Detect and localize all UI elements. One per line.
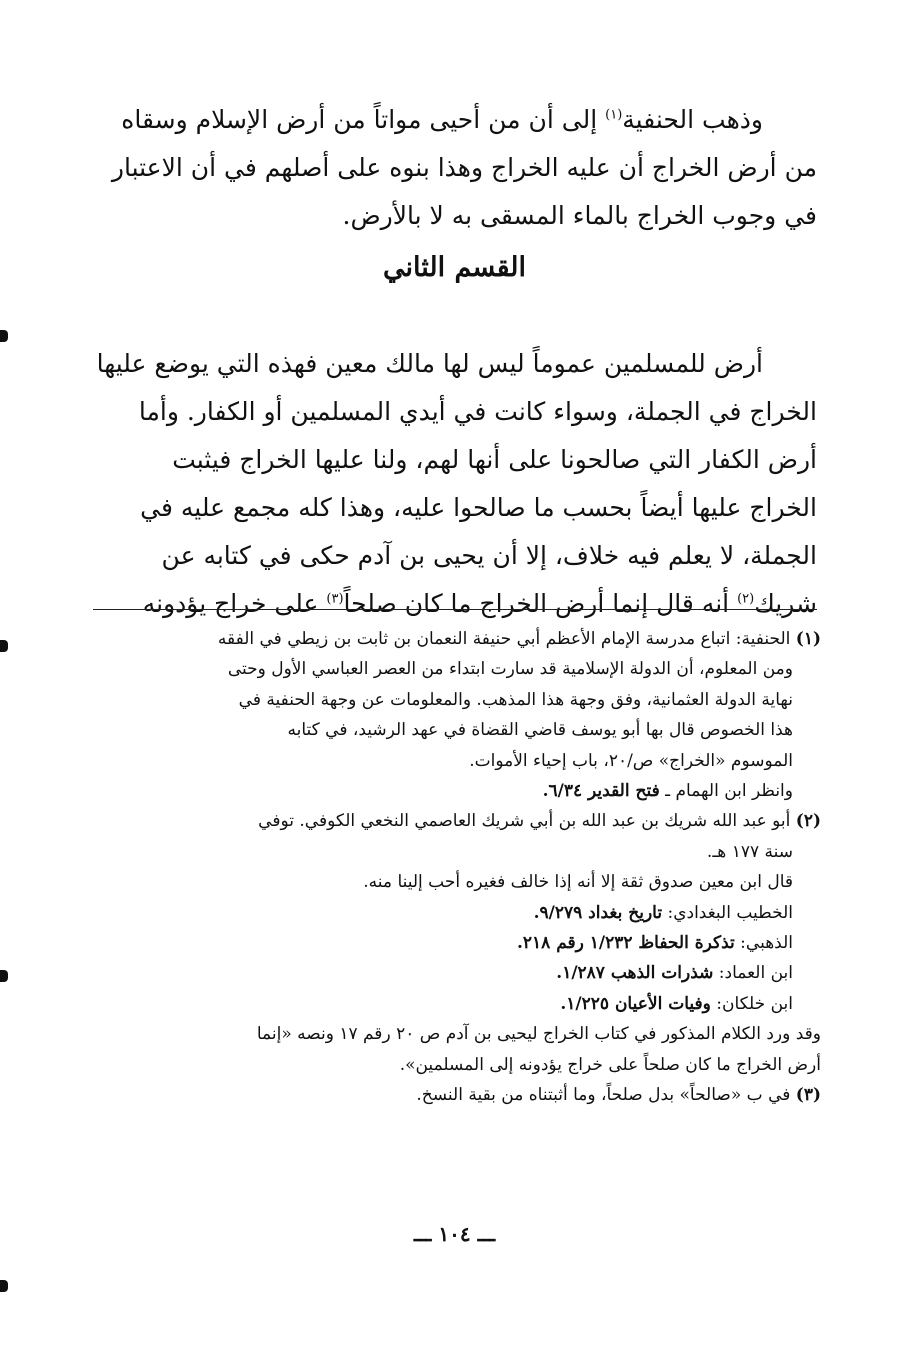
section-2-line-6: [92, 580, 817, 628]
footnote-ref-3[interactable]: (٣): [326, 591, 344, 607]
footnote-2-line-4-text-a: الخطيب البغدادي:: [662, 902, 793, 923]
footnote-ref-2[interactable]: (٢): [737, 591, 755, 607]
scan-edge-mark: [0, 970, 8, 982]
footnote-2-line-5: [90, 928, 821, 958]
footnote-2-line-7-text-a: ابن خلكان:: [710, 993, 793, 1014]
intro-paragraph: [92, 96, 817, 240]
intro-line-3: في وجوب الخراج بالماء المسقى به لا بالأرض.: [342, 201, 817, 230]
section-2-line-4: الخراج عليها أيضاً بحسب ما صالحوا عليه، وهذا كله مجمع عليه في: [140, 493, 817, 522]
footnote-1-line-2: ومن المعلوم، أن الدولة الإسلامية قد سارت ابتداء من العصر العباسي الأول وحتى: [227, 659, 793, 680]
footnote-2-line-7-text-b: وفيات الأعيان ١/٢٢٥.: [560, 993, 711, 1014]
footnote-2-line-5-text-a: الذهبي:: [734, 933, 793, 954]
footnote-3-number: (٣): [795, 1085, 821, 1106]
footnote-1-line-6-text-a: وانظر ابن الهمام ـ: [659, 781, 793, 802]
footnote-separator: [93, 609, 817, 610]
footnote-2-line-6: [90, 958, 821, 988]
scan-edge-mark: [0, 1280, 8, 1292]
footnote-2-line-5-text-b: تذكرة الحفاظ ١/٢٣٢ رقم ٢١٨.: [516, 933, 735, 954]
footnote-1-line-6: [90, 776, 821, 806]
footnote-1: [90, 624, 821, 806]
section-2-line-6-text-c: على خراج يؤدونه: [142, 589, 327, 618]
footnote-3-line-1-text: في ب «صالحاً» بدل صلحاً، وما أثبتناه من بقية النسخ.: [416, 1085, 796, 1106]
footnote-2-line-4-text-b: تاريخ بغداد ٩/٢٧٩.: [533, 902, 663, 923]
intro-line-1-text-a: وذهب الحنفية: [622, 105, 763, 134]
intro-line-1: [92, 96, 817, 144]
footnote-2-line-3: قال ابن معين صدوق ثقة إلا أنه إذا خالف فغيره أحب إلينا منه.: [363, 872, 793, 893]
intro-line-1-text-b: إلى أن من أحيى مواتاً من أرض الإسلام وسقاه: [121, 105, 606, 134]
footnote-1-line-1: [90, 624, 821, 654]
footnote-1-line-4: هذا الخصوص قال بها أبو يوسف قاضي القضاة في عهد الرشيد، في كتابه: [287, 720, 793, 741]
section-2-line-6-text-a: شريك: [754, 589, 817, 618]
footnote-1-number: (١): [795, 629, 821, 649]
section-heading: القسم الثاني: [383, 252, 526, 283]
footnote-2-line-4: [90, 898, 821, 928]
footnote-2-line-6-text-b: شذرات الذهب ١/٢٨٧.: [556, 963, 714, 984]
footnote-2-line-1: [90, 806, 821, 836]
footnote-2-number: (٢): [795, 811, 821, 832]
footnote-2-line-6-text-a: ابن العماد:: [713, 963, 793, 984]
section-2-paragraph: [92, 340, 817, 628]
footnote-1-line-6-text-b: فتح القدير ٦/٣٤.: [542, 781, 660, 802]
footnote-2-line-2: سنة ١٧٧ هـ.: [706, 841, 793, 862]
section-2-line-3: أرض الكفار التي صالحونا على أنها لهم، ولنا عليها الخراج فيثبت: [172, 445, 817, 474]
footnote-1-line-3: نهاية الدولة العثمانية، وفق وجهة هذا المذهب. والمعلومات عن وجهة الحنفية في: [238, 689, 793, 710]
footnote-1-line-5: الموسوم «الخراج» ص/٢٠، باب إحياء الأموات.: [469, 750, 793, 771]
footnote-2-line-1-text: أبو عبد الله شريك بن عبد الله بن أبي شريك العاصمي النخعي الكوفي. توفي: [258, 811, 796, 832]
section-2-line-1: أرض للمسلمين عموماً ليس لها مالك معين فهذه التي يوضع عليها: [96, 349, 763, 378]
footnote-ref-1[interactable]: (١): [605, 107, 623, 123]
footnote-2: [90, 806, 821, 1080]
footnote-1-line-1-text: الحنفية: اتباع مدرسة الإمام الأعظم أبي حنيفة النعمان بن ثابت بن زيطي في الفقه: [217, 629, 796, 649]
scan-edge-mark: [0, 330, 8, 342]
footnote-3-line-1: [90, 1080, 821, 1110]
footnote-3: [90, 1080, 821, 1110]
section-2-line-2: الخراج في الجملة، وسواء كانت في أيدي المسلمين أو الكفار. وأما: [138, 397, 817, 426]
page-number: ـــ ١٠٤ ـــ: [413, 1222, 496, 1246]
footnote-2-line-8: وقد ورد الكلام المذكور في كتاب الخراج ليحيى بن آدم ص ٢٠ رقم ١٧ ونصه «إنما: [256, 1024, 821, 1045]
section-2-line-5: الجملة، لا يعلم فيه خلاف، إلا أن يحيى بن آدم حكى في كتابه عن: [161, 541, 817, 570]
footnotes: [90, 624, 821, 1111]
scan-edge-mark: [0, 640, 8, 652]
intro-line-2: من أرض الخراج أن عليه الخراج وهذا بنوه على أصلهم في أن الاعتبار: [111, 153, 817, 182]
section-2-line-6-text-b: أنه قال إنما أرض الخراج ما كان صلحاً: [343, 589, 738, 618]
footnote-2-line-9: أرض الخراج ما كان صلحاً على خراج يؤدونه إلى المسلمين».: [399, 1054, 821, 1075]
footnote-2-line-7: [90, 989, 821, 1019]
